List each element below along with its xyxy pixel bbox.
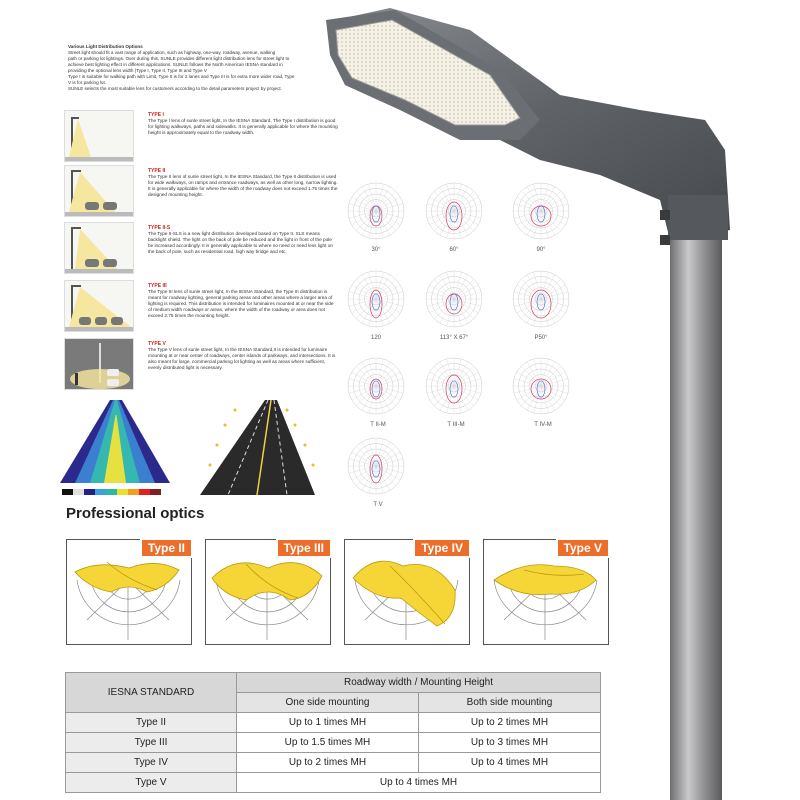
polar-label: T V xyxy=(373,502,383,508)
optics-box-type-iv xyxy=(344,539,470,645)
heatmap-legend xyxy=(62,489,161,495)
legend-swatch xyxy=(139,489,150,495)
intro-title: Various Light Distribution Options xyxy=(68,44,143,49)
legend-swatch xyxy=(150,489,161,495)
polar-chart xyxy=(345,355,407,428)
type-ii-text xyxy=(148,168,338,198)
row-type: Type III xyxy=(66,733,237,753)
type-v-text xyxy=(148,341,338,371)
type-i-heading: TYPE I xyxy=(148,112,164,118)
optics-title: Professional optics xyxy=(66,505,205,522)
type-v-heading: TYPE V xyxy=(148,341,166,347)
type-ii-s-diagram xyxy=(64,222,134,274)
type-ii-s-description: The Type II-SLS is a new light distribution developed based on Type II. SLS means backlight shield. The light on the back of pole be reduced and the light in front of the pole be increased accordingly. It is generally applicable to where no need or need less light on the back of pole, such as residential road, high way bridge and etc. xyxy=(148,231,333,255)
polar-chart xyxy=(510,268,572,341)
polar-label: 30° xyxy=(371,247,381,253)
intro-line: Type I is suitable for walking path with Limit, Type II is for 2 lanes and Type III is for extra more wider road, Type xyxy=(68,74,295,79)
polar-chart xyxy=(510,355,572,428)
road-render xyxy=(195,395,320,500)
type-v-badge: Type V xyxy=(556,538,610,558)
iesna-table xyxy=(65,672,601,793)
table-row xyxy=(66,733,601,753)
type-iii-text xyxy=(148,283,338,320)
row-type: Type II xyxy=(66,713,237,733)
legend-swatch xyxy=(84,489,95,495)
sub-header-both-side: Both side mounting xyxy=(418,693,600,713)
type-ii-heading: TYPE II xyxy=(148,168,166,174)
row-one-side: Up to 1.5 times MH xyxy=(237,733,419,753)
optics-box-type-iii xyxy=(205,539,331,645)
polar-label: 120 xyxy=(370,335,381,341)
type-ii-s-heading: TYPE II-S xyxy=(148,225,171,231)
row-type: Type IV xyxy=(66,753,237,773)
row-both-side: Up to 4 times MH xyxy=(418,753,600,773)
polar-label: 90° xyxy=(536,247,546,253)
type-iii-badge: Type III xyxy=(276,538,332,558)
polar-label: 113° X 67° xyxy=(439,335,469,341)
polar-chart xyxy=(345,268,407,341)
legend-swatch xyxy=(62,489,73,495)
legend-swatch xyxy=(117,489,128,495)
polar-label: T II-M xyxy=(370,422,386,428)
intro-line: Street light should fit a vast range of application, such as highway, one-way, roadway, avenue, walking xyxy=(68,50,276,55)
legend-swatch xyxy=(73,489,84,495)
type-i-description: The Type I lens of sunle street light, In the IESNA Standard, The Type I distribution is good for lighting walkways, paths and sidewalks. It is generally applicable for where the mounting height is approximately equal to the roadway width. xyxy=(148,118,338,136)
intro-line: providing the optional lens width (Type I, Type II, Type III and Type V xyxy=(68,68,207,73)
type-ii-badge: Type II xyxy=(140,538,193,558)
type-iii-description: The Type III lens of sunle street light, In the IESNA Standard, the Type III distribution is meant for roadway lighting, general parking areas and other areas where a larger area of lighting is required. This distribution is intended for luminaires mounted at or near the side of medium width roadways or areas, where the width of the roadway or area does not exceed 2.75 times the mounting height. xyxy=(148,289,334,319)
row-type: Type V xyxy=(66,773,237,793)
row-one-side: Up to 2 times MH xyxy=(237,753,419,773)
type-ii-description: The Type II lens of sunle street light, In the IESNA Standard, the Type II distribution is used for wide walkways, on ramps and entrance roadways, as well as other long, narrow lighting. It is generally applicable for where the width of the roadway does not exceed 1.75 times the designed mounting height. xyxy=(148,174,338,198)
type-iii-diagram xyxy=(64,280,134,332)
polar-chart xyxy=(510,180,572,253)
polar-label: 60° xyxy=(449,247,459,253)
type-v-description: The Type V lens of sunle street light, In the IESNA Standard,It is intended for luminaire mounting at or near center of roadways, center islands of parkways, and intersections. It is also meant for large, commercial parking lot lighting as well as areas where sufficient, evenly distributed light is necessary. xyxy=(148,347,336,371)
legend-swatch xyxy=(128,489,139,495)
sub-header-one-side: One side mounting xyxy=(237,693,419,713)
polar-chart xyxy=(345,435,407,508)
type-ii-diagram xyxy=(64,165,134,217)
col-header-iesna: IESNA STANDARD xyxy=(66,673,237,713)
polar-chart xyxy=(423,268,485,341)
table-row xyxy=(66,713,601,733)
intro-line: achieve best lighting effect in different applications. SUNLE follows the North American IESNA standard in xyxy=(68,62,283,67)
type-iv-badge: Type IV xyxy=(413,538,471,558)
type-ii-s-text xyxy=(148,225,338,255)
row-value: Up to 4 times MH xyxy=(237,773,601,793)
intro-line: path or parking lot lightings. Over during this, SUNLE provides different light distribution lens for street light to xyxy=(68,56,290,61)
legend-swatch xyxy=(95,489,106,495)
type-iii-heading: TYPE III xyxy=(148,283,167,289)
polar-label: T III-M xyxy=(447,422,465,428)
polar-label: T IV-M xyxy=(534,422,552,428)
polar-label: P50° xyxy=(534,335,548,341)
legend-swatch xyxy=(106,489,117,495)
polar-chart xyxy=(423,355,485,428)
table-row xyxy=(66,753,601,773)
optics-box-type-v xyxy=(483,539,609,645)
optics-box-type-ii xyxy=(66,539,192,645)
table-row xyxy=(66,773,601,793)
row-one-side: Up to 1 times MH xyxy=(237,713,419,733)
intro-line: V is for parking lot. xyxy=(68,80,107,85)
col-header-roadway: Roadway width / Mounting Height xyxy=(237,673,601,693)
intro-line: SUNLE selects the most suitable lens for customers according to the detail parameters project by project. xyxy=(68,86,282,91)
row-both-side: Up to 3 times MH xyxy=(418,733,600,753)
intro-text xyxy=(68,44,330,92)
row-both-side: Up to 2 times MH xyxy=(418,713,600,733)
type-i-diagram xyxy=(64,110,134,162)
illuminance-heatmap xyxy=(60,395,170,500)
polar-chart xyxy=(345,180,407,253)
type-i-text xyxy=(148,112,338,136)
type-v-diagram xyxy=(64,338,134,390)
polar-chart xyxy=(423,180,485,253)
